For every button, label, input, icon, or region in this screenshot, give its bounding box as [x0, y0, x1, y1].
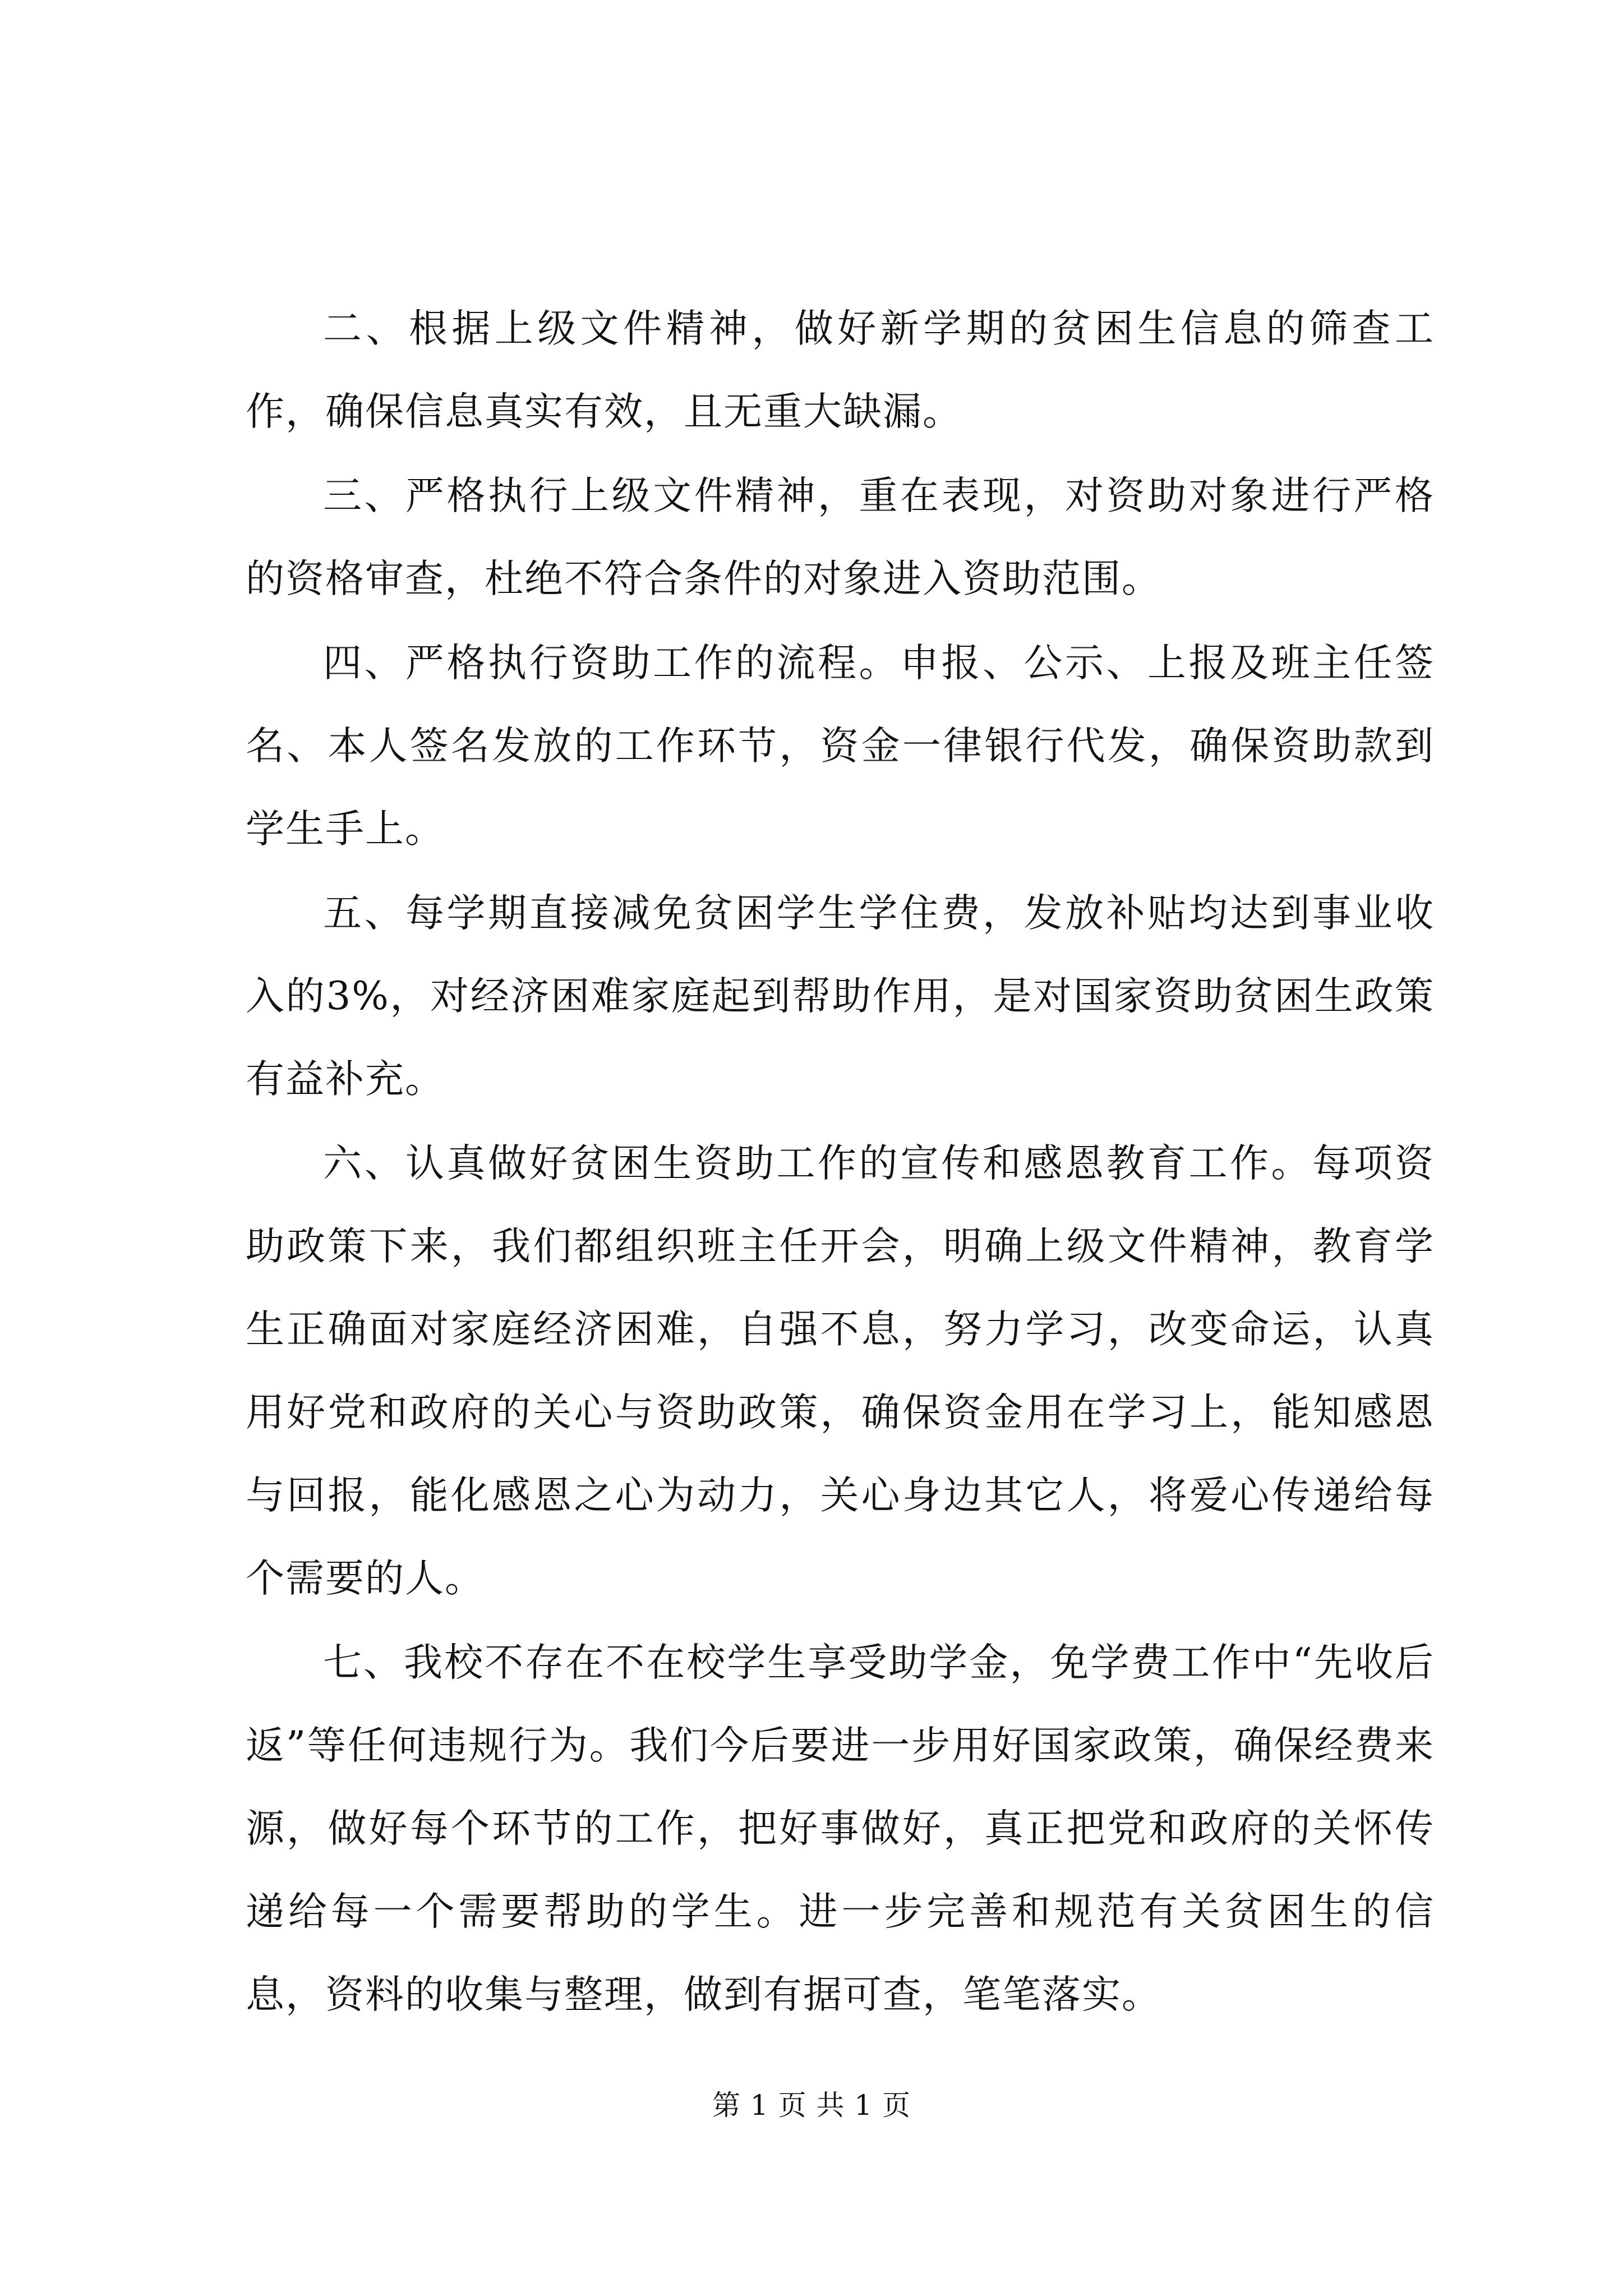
paragraph-3: 三、严格执行上级文件精神，重在表现，对资助对象进行严格的资格审查，杜绝不符合条件的对象进入资助范围。	[246, 473, 1435, 601]
paragraph-2: 二、根据上级文件精神，做好新学期的贫困生信息的筛查工作，确保信息真实有效，且无重大缺漏。	[246, 306, 1435, 434]
document-body	[246, 287, 1435, 2037]
paragraph-7: 七、我校不存在不在校学生享受助学金，免学费工作中“先收后返”等任何违规行为。我们今后要进一步用好国家政策，确保经费来源，做好每个环节的工作，把好事做好，真正把党和政府的关怀传递给每一个需要帮助的学生。进一步完善和规范有关贫困生的信息，资料的收集与整理，做到有据可查，笔笔落实。	[246, 1640, 1435, 2017]
paragraph-5: 五、每学期直接减免贫困学生学住费，发放补贴均达到事业收入的3%，对经济困难家庭起到帮助作用，是对国家资助贫困生政策有益补充。	[246, 891, 1435, 1102]
page-footer: 第 1 页 共 1 页	[712, 2089, 911, 2122]
paragraph-6: 六、认真做好贫困生资助工作的宣传和感恩教育工作。每项资助政策下来，我们都组织班主任开会，明确上级文件精神，教育学生正确面对家庭经济困难，自强不息，努力学习，改变命运，认真用好党和政府的关心与资助政策，确保资金用在学习上，能知感恩与回报，能化感恩之心为动力，关心身边其它人，将爱心传递给每个需要的人。	[246, 1141, 1435, 1601]
paragraph-4: 四、严格执行资助工作的流程。申报、公示、上报及班主任签名、本人签名发放的工作环节，资金一律银行代发，确保资助款到学生手上。	[246, 641, 1435, 852]
